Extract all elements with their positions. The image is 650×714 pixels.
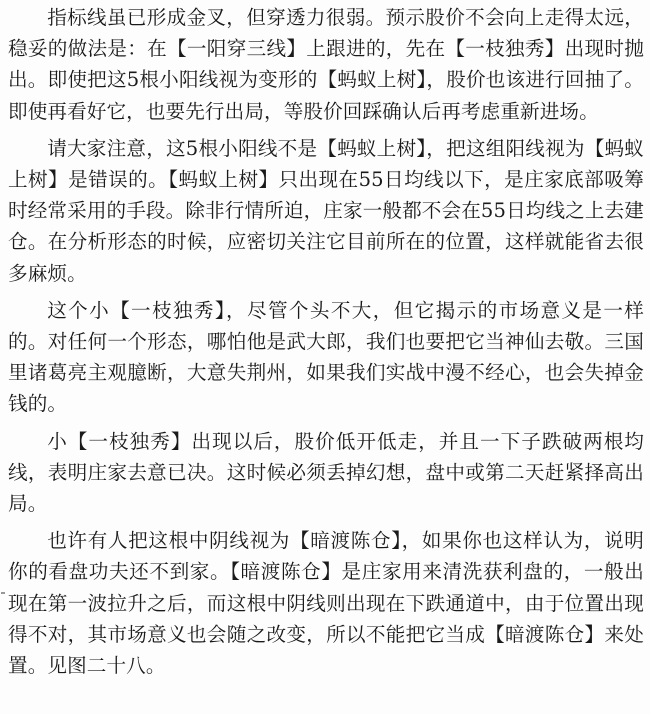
paragraph-2: 请大家注意，这5根小阳线不是【蚂蚁上树】，把这组阳线视为【蚂蚁上树】是错误的。【蚂蚁上树】只出现在55日均线以下，是庄家底部吸筹时经常采用的手段。除非行情所迫，庄家一般都不会在55日均线之上去建仓。在分析形态的时候，应密切关注它目前所在的位置，这样就能省去很多麻烦。 bbox=[8, 136, 644, 285]
body-text bbox=[8, 2, 644, 681]
paragraph-3: 这个小【一枝独秀】，尽管个头不大，但它揭示的市场意义是一样的。对任何一个形态，哪怕他是武大郎，我们也要把它当神仙去敬。三国里诸葛亮主观臆断，大意失荆州，如果我们实战中漫不经心，也会失掉金钱的。 bbox=[8, 298, 644, 416]
scan-artifact bbox=[1, 592, 5, 594]
paragraph-4: 小【一枝独秀】出现以后，股价低开低走，并且一下子跌破两根均线，表明庄家去意已决。这时候必须丢掉幻想，盘中或第二天赶紧择高出局。 bbox=[8, 429, 644, 516]
paragraph-5: 也许有人把这根中阴线视为【暗渡陈仓】，如果你也这样认为，说明你的看盘功夫还不到家。【暗渡陈仓】是庄家用来清洗获利盘的，一般出现在第一波拉升之后，而这根中阴线则出现在下跌通道中，由于位置出现得不对，其市场意义也会随之改变，所以不能把它当成【暗渡陈仓】来处置。见图二十八。 bbox=[8, 529, 644, 678]
paragraph-1: 指标线虽已形成金叉，但穿透力很弱。预示股价不会向上走得太远，稳妥的做法是：在【一阳穿三线】上跟进的，先在【一枝独秀】出现时抛出。即使把这5根小阳线视为变形的【蚂蚁上树】，股价也该进行回抽了。即使再看好它，也要先行出局，等股价回踩确认后再考虑重新进场。 bbox=[8, 6, 644, 123]
